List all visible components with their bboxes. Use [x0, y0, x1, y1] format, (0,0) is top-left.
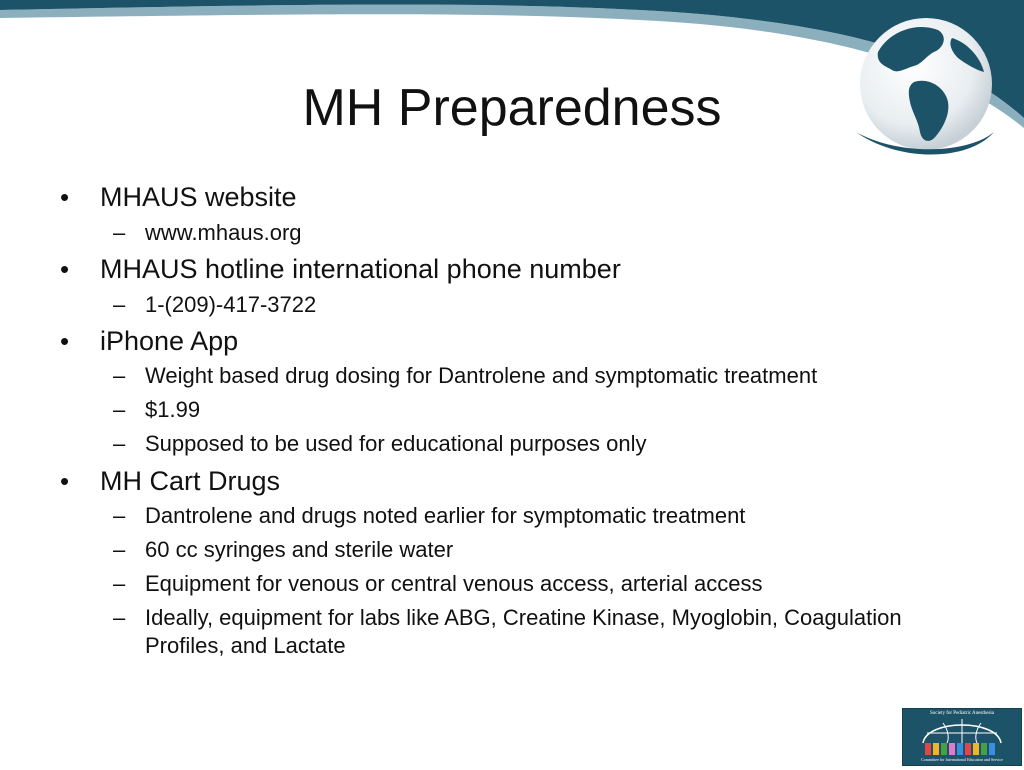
dash-icon: –	[113, 220, 126, 245]
bullet-icon: •	[60, 466, 70, 496]
bullet-item-hotline	[60, 252, 621, 286]
sub-bullet-item	[113, 502, 746, 530]
bullet-item-mh-cart-drugs	[60, 464, 281, 498]
bullet-text: MHAUS website	[100, 182, 297, 212]
slide-title: MH Preparedness	[302, 79, 722, 137]
sub-bullet-item	[113, 604, 925, 660]
sub-bullet-text: Ideally, equipment for labs like ABG, Creatine Kinase, Myoglobin, Coagulation Profiles, and Lactate	[145, 605, 902, 658]
sub-bullet-item	[113, 570, 763, 598]
dash-icon: –	[113, 292, 126, 317]
sub-bullet-item	[113, 362, 818, 390]
dash-icon: –	[113, 537, 126, 562]
spa-logo-icon	[902, 708, 1022, 766]
bullet-icon: •	[60, 182, 70, 212]
bullet-icon: •	[60, 326, 70, 356]
sub-bullet-text: Dantrolene and drugs noted earlier for symptomatic treatment	[145, 503, 746, 528]
bullet-text: MHAUS hotline international phone number	[100, 254, 621, 284]
sub-bullet-text: Supposed to be used for educational purposes only	[145, 431, 647, 456]
sub-bullet-text: $1.99	[145, 397, 201, 422]
sub-bullet-text: 60 cc syringes and sterile water	[145, 537, 454, 562]
sub-bullet-text: www.mhaus.org	[145, 220, 302, 245]
dash-icon: –	[113, 431, 126, 456]
sub-bullet-item	[113, 396, 201, 424]
dash-icon: –	[113, 363, 126, 388]
sub-bullet-item	[113, 430, 647, 458]
dash-icon: –	[113, 605, 126, 630]
dash-icon: –	[113, 397, 126, 422]
sub-bullet-text: Weight based drug dosing for Dantrolene and symptomatic treatment	[145, 363, 818, 388]
dash-icon: –	[113, 503, 126, 528]
bullet-item-iphone-app	[60, 324, 239, 358]
sub-bullet-item	[113, 536, 454, 564]
sub-bullet-text: 1-(209)-417-3722	[145, 292, 317, 317]
logo-text-top: Society for Pediatric Anesthesia	[929, 711, 994, 716]
bullet-icon: •	[60, 254, 70, 284]
dash-icon: –	[113, 571, 126, 596]
bullet-text: iPhone App	[100, 326, 239, 356]
bullet-item-mhaus-website	[60, 180, 297, 214]
sub-bullet-item	[113, 219, 302, 247]
bullet-text: MH Cart Drugs	[100, 466, 281, 496]
sub-bullet-text: Equipment for venous or central venous access, arterial access	[145, 571, 763, 596]
logo-text-bottom: Committee for International Education and Service	[921, 757, 1003, 762]
sub-bullet-item	[113, 291, 317, 319]
